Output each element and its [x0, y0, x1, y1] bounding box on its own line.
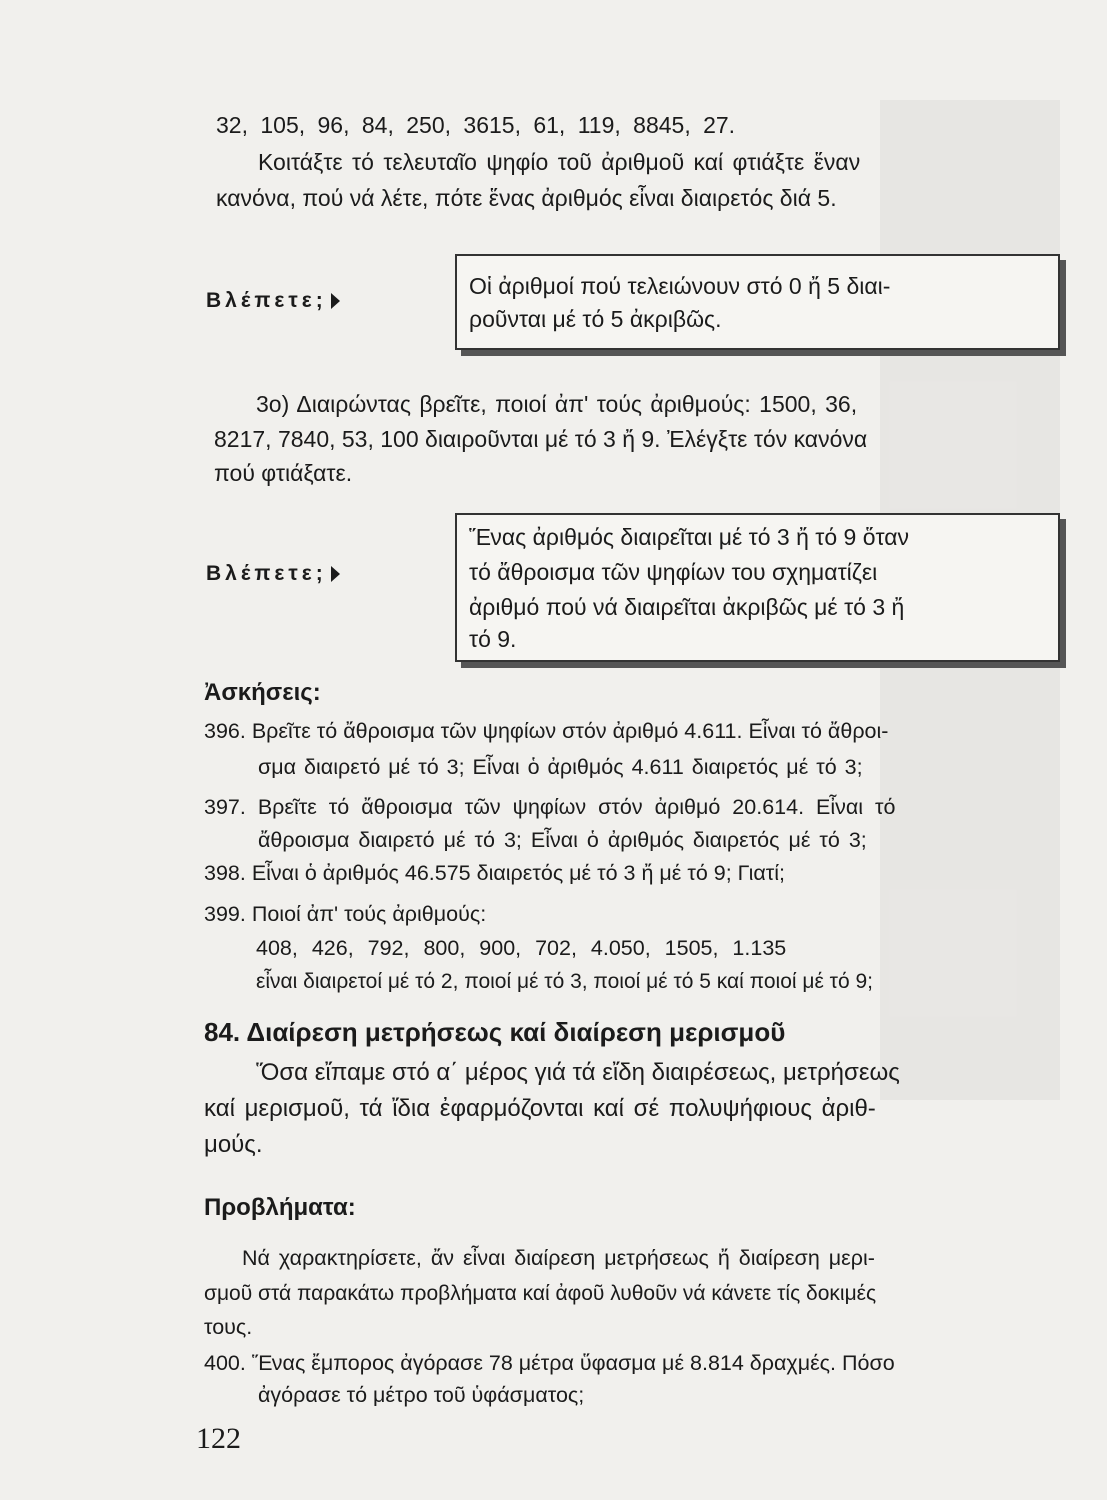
- problems-line-3: τους.: [204, 1315, 253, 1339]
- exercise-399-c: εἶναι διαιρετοί μέ τό 2, ποιοί μέ τό 3, ποιοί μέ τό 5 καί ποιοί μέ τό 9;: [256, 970, 873, 993]
- rule-box-div3-9: [455, 513, 1060, 662]
- problems-heading: Προβλήματα:: [204, 1194, 356, 1221]
- section-84-line-3: μούς.: [204, 1131, 263, 1158]
- arrow-right-icon: [331, 566, 340, 582]
- rule-box-line-2: ροῦνται μέ τό 5 ἀκριβῶς.: [469, 306, 722, 332]
- exercise-397-b: ἄθροισμα διαιρετό μέ τό 3; Εἶναι ὁ ἀριθμός διαιρετός μέ τό 3;: [258, 828, 867, 852]
- section-84-line-2: καί μερισμοῦ, τά ἴδια ἐφαρμόζονται καί σέ πολυψήφιους ἀριθ-: [204, 1095, 876, 1122]
- see-also-text: Βλέπετε;: [206, 562, 327, 585]
- task3-line-2: 8217, 7840, 53, 100 διαιροῦνται μέ τό 3 ἤ 9. Ἐλέγξτε τόν κανόνα: [214, 426, 868, 452]
- exercise-398: 398. Εἶναι ὁ ἀριθμός 46.575 διαιρετός μέ τό 3 ἤ μέ τό 9; Γιατί;: [204, 861, 786, 885]
- intro-line-1: Κοιτάξτε τό τελευταῖο ψηφίο τοῦ ἀριθμοῦ καί φτιάξτε ἕναν: [258, 149, 861, 175]
- rule-box-div5: [455, 254, 1060, 350]
- problems-line-1: Νά χαρακτηρίσετε, ἄν εἶναι διαίρεση μετρήσεως ἤ διαίρεση μερι-: [242, 1246, 875, 1270]
- task3-line-1: 3ο) Διαιρώντας βρεῖτε, ποιοί ἀπ' τούς ἀριθμούς: 1500, 36,: [256, 391, 858, 417]
- rule-box-line-1: Ἕνας ἀριθμός διαιρεῖται μέ τό 3 ἤ τό 9 ὅταν: [469, 524, 910, 550]
- exercise-397-a: 397. Βρεῖτε τό ἄθροισμα τῶν ψηφίων στόν ἀριθμό 20.614. Εἶναι τό: [204, 795, 896, 819]
- section-84-line-1: Ὅσα εἴπαμε στό α΄ μέρος γιά τά εἴδη διαιρέσεως, μετρήσεως: [256, 1059, 900, 1086]
- exercise-399-a: 399. Ποιοί ἀπ' τούς ἀριθμούς:: [204, 902, 487, 926]
- rule-box-line-2: τό ἄθροισμα τῶν ψηφίων του σχηματίζει: [469, 559, 878, 585]
- exercise-396-b: σμα διαιρετό μέ τό 3; Εἶναι ὁ ἀριθμός 4.611 διαιρετός μέ τό 3;: [258, 755, 863, 779]
- see-also-label-1: [206, 289, 340, 313]
- exercises-heading: Ἀσκήσεις:: [204, 679, 321, 706]
- problem-400-a: 400. Ἕνας ἔμπορος ἀγόρασε 78 μέτρα ὕφασμα μέ 8.814 δραχμές. Πόσο: [204, 1351, 895, 1375]
- task3-line-3: πού φτιάξατε.: [214, 460, 353, 486]
- problem-400-b: ἀγόρασε τό μέτρο τοῦ ὑφάσματος;: [258, 1383, 585, 1407]
- intro-line-2: κανόνα, πού νά λέτε, πότε ἕνας ἀριθμός εἶναι διαιρετός διά 5.: [216, 185, 837, 211]
- section-84-title: 84. Διαίρεση μετρήσεως καί διαίρεση μερισμοῦ: [204, 1017, 786, 1047]
- arrow-right-icon: [331, 293, 340, 309]
- exercise-399-b: 408, 426, 792, 800, 900, 702, 4.050, 1505, 1.135: [256, 936, 787, 960]
- rule-box-line-4: τό 9.: [469, 626, 517, 652]
- exercise-396-a: 396. Βρεῖτε τό ἄθροισμα τῶν ψηφίων στόν ἀριθμό 4.611. Εἶναι τό ἄθροι-: [204, 719, 889, 743]
- rule-box-line-1: Οἱ ἀριθμοί πού τελειώνουν στό 0 ἤ 5 διαι-: [469, 273, 891, 299]
- problems-line-2: σμοῦ στά παρακάτω προβλήματα καί ἀφοῦ λυθοῦν νά κάνετε τίς δοκιμές: [204, 1282, 877, 1305]
- page-number: 122: [196, 1422, 241, 1455]
- rule-box-line-3: ἀριθμό πού νά διαιρεῖται ἀκριβῶς μέ τό 3 ἤ: [469, 594, 905, 620]
- see-also-label-2: [206, 562, 340, 586]
- see-also-text: Βλέπετε;: [206, 289, 327, 312]
- numbers-line: 32, 105, 96, 84, 250, 3615, 61, 119, 8845, 27.: [216, 112, 736, 138]
